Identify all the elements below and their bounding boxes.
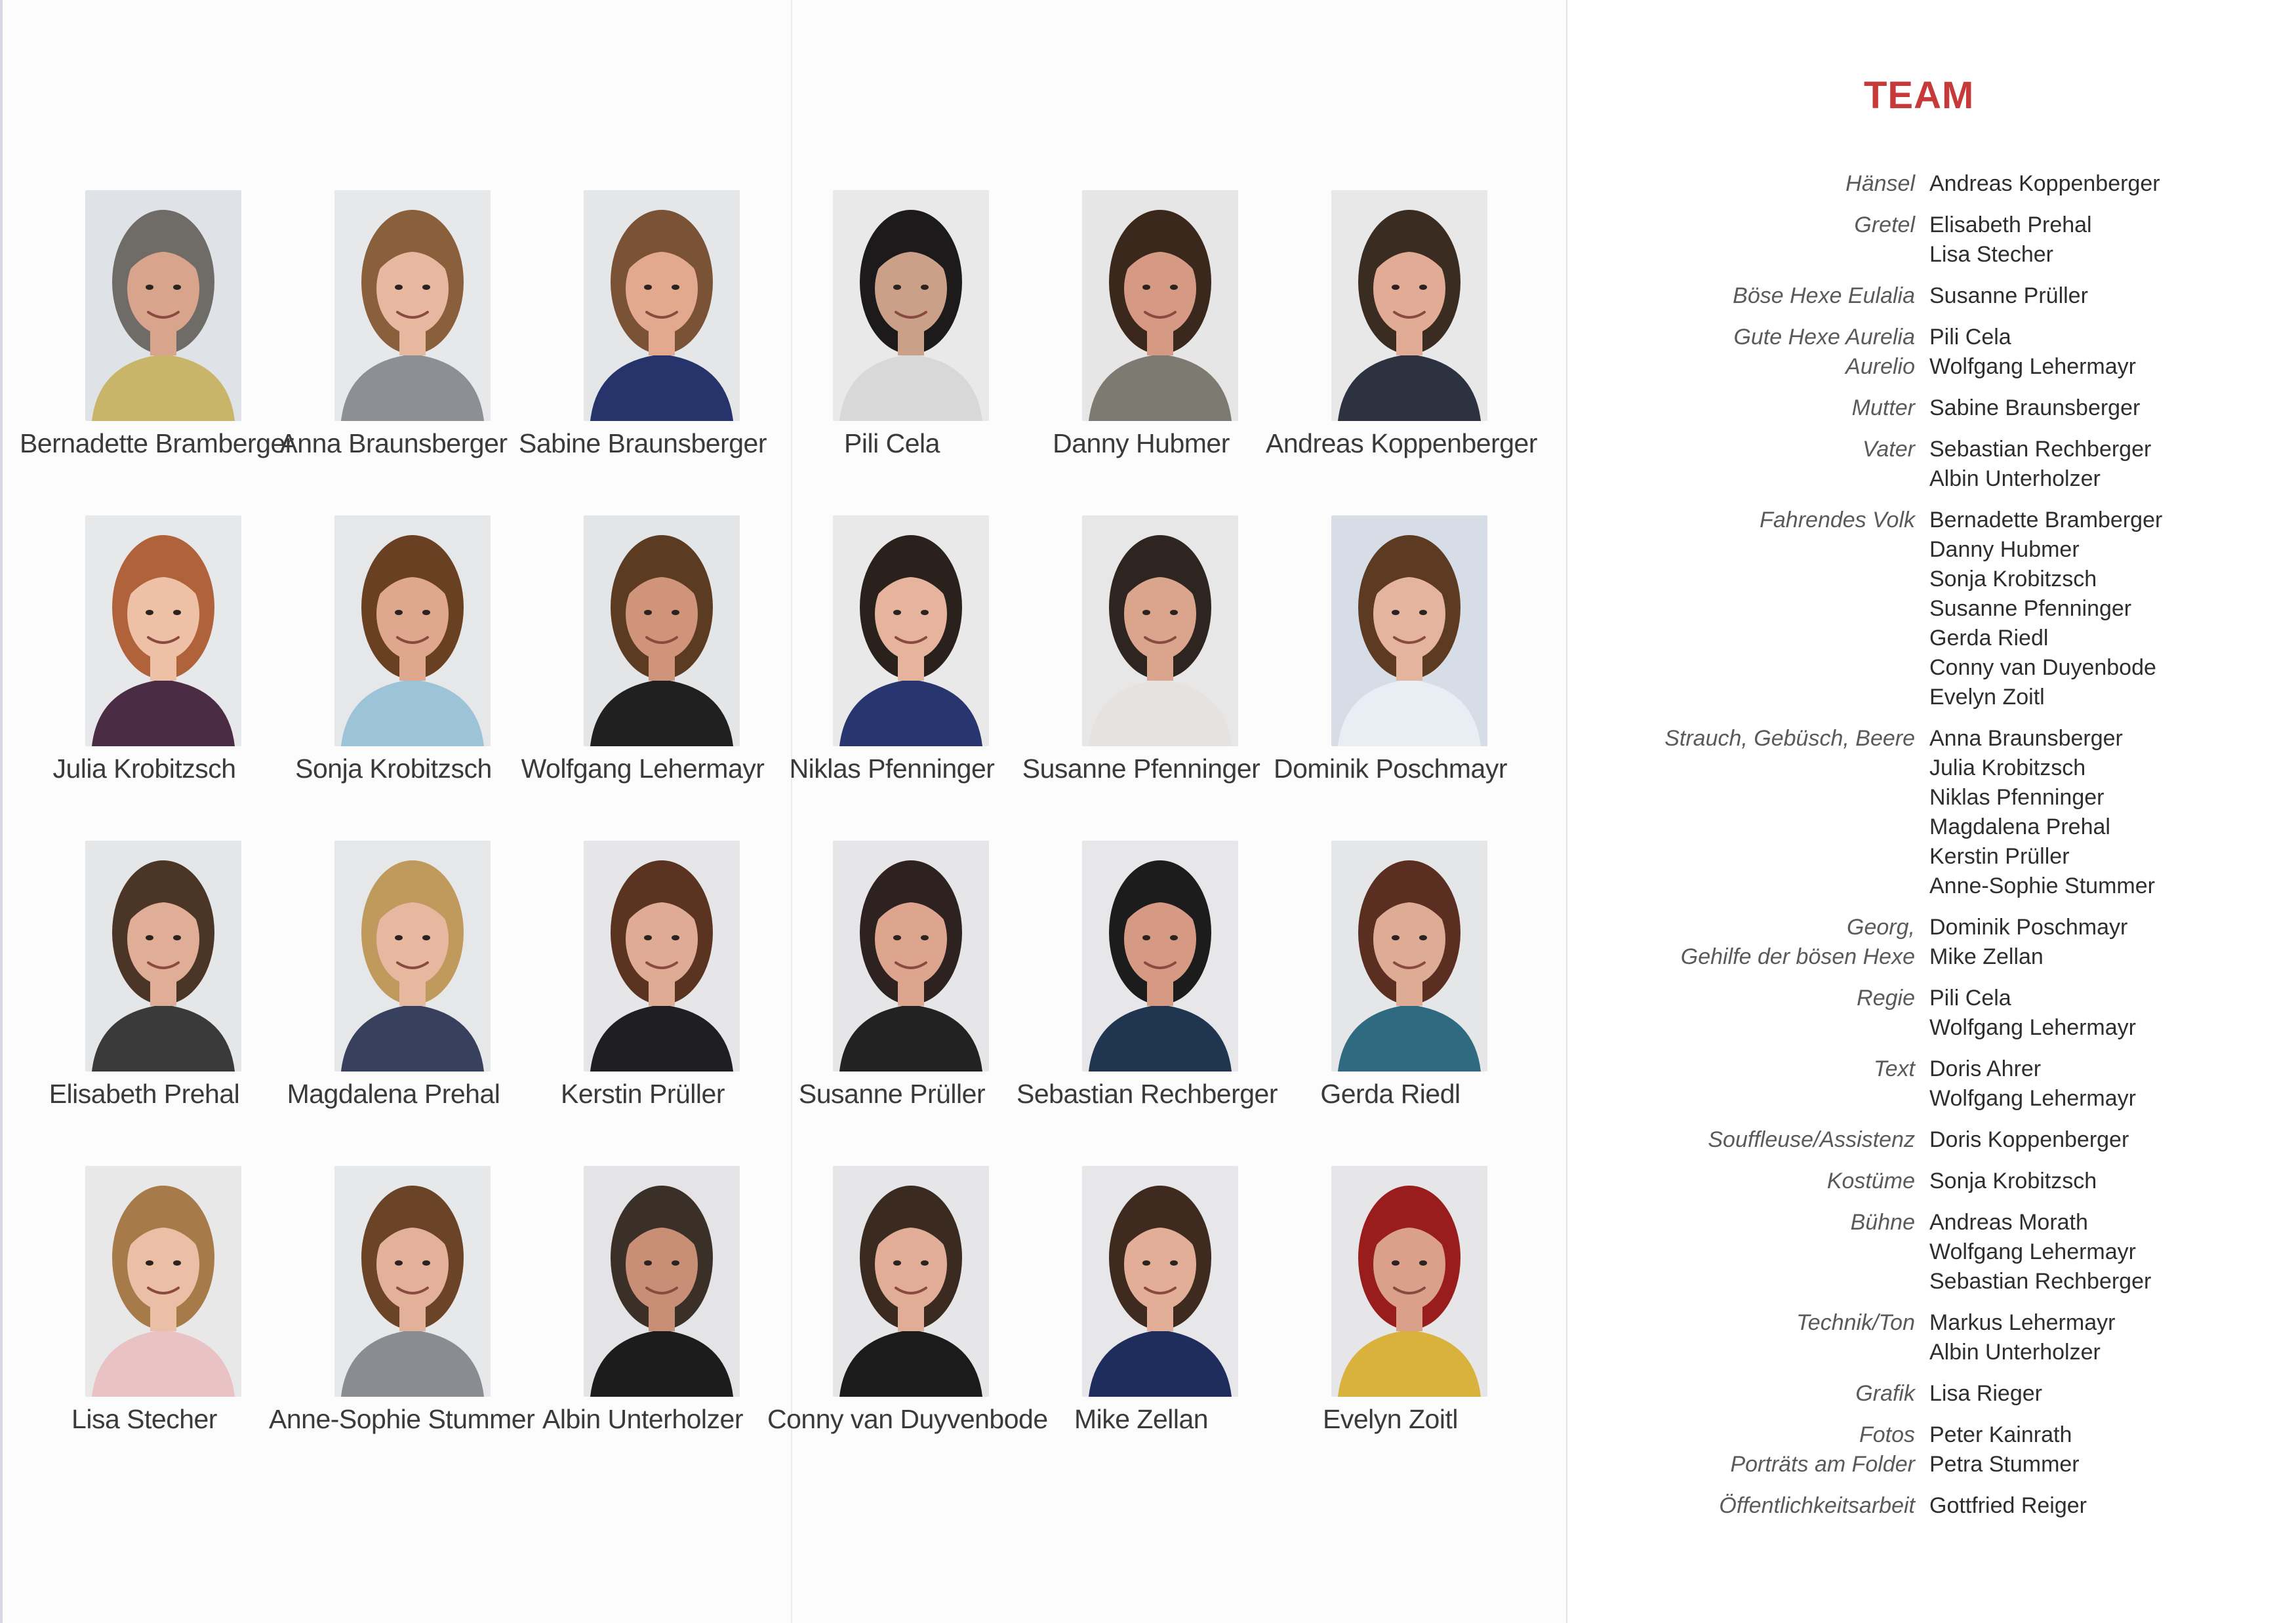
credit-name: Evelyn Zoitl xyxy=(1929,685,2045,710)
person-name: Conny van Duyvenbode xyxy=(767,1404,1048,1434)
credit-names xyxy=(1929,281,2269,311)
person-name: Susanne Pfenninger xyxy=(1022,753,1260,784)
portrait-card xyxy=(269,841,518,1166)
credit-group xyxy=(1640,724,2269,901)
portrait-card xyxy=(518,190,767,515)
portrait-photo xyxy=(833,1166,989,1397)
credit-names xyxy=(1929,1125,2269,1155)
credit-name: Sabine Braunsberger xyxy=(1929,395,2141,420)
credit-name: Pili Cela xyxy=(1929,325,2011,350)
credit-group xyxy=(1640,1420,2269,1479)
credit-names xyxy=(1929,169,2269,199)
credit-name: Doris Ahrer xyxy=(1929,1056,2042,1081)
person-name: Andreas Koppenberger xyxy=(1266,428,1537,458)
person-name: Evelyn Zoitl xyxy=(1323,1404,1458,1434)
credit-roles xyxy=(1640,435,1929,494)
credit-name: Pili Cela xyxy=(1929,986,2011,1011)
portrait-card xyxy=(20,841,269,1166)
credit-name: Lisa Rieger xyxy=(1929,1381,2042,1406)
portrait-card xyxy=(1266,515,1515,841)
credit-roles xyxy=(1640,393,1929,423)
credit-group xyxy=(1640,1208,2269,1296)
person-name: Elisabeth Prehal xyxy=(49,1079,240,1109)
person-name: Dominik Poschmayr xyxy=(1273,753,1508,784)
credit-role: Bühne xyxy=(1850,1210,1915,1235)
credit-role: Böse Hexe Eulalia xyxy=(1733,283,1915,308)
credit-roles xyxy=(1640,1125,1929,1155)
credit-name: Andreas Morath xyxy=(1929,1210,2088,1235)
portrait-card xyxy=(767,190,1017,515)
portrait-card xyxy=(767,515,1017,841)
person-name: Kerstin Prüller xyxy=(561,1079,725,1109)
credit-roles xyxy=(1640,281,1929,311)
credit-role: Gretel xyxy=(1854,212,1915,237)
portrait-card xyxy=(767,1166,1048,1491)
credit-group xyxy=(1640,1491,2269,1521)
credit-name: Anne-Sophie Stummer xyxy=(1929,873,2155,898)
credit-roles xyxy=(1640,1054,1929,1113)
credit-names xyxy=(1929,210,2269,270)
credit-role: Grafik xyxy=(1855,1381,1915,1406)
credit-group xyxy=(1640,393,2269,423)
credit-names xyxy=(1929,1054,2269,1113)
portrait-card xyxy=(767,841,1017,1166)
team-heading: TEAM xyxy=(1864,74,1975,117)
portrait-photo xyxy=(334,515,491,746)
credit-names xyxy=(1929,435,2269,494)
portrait-photo xyxy=(85,190,241,421)
portrait-photo xyxy=(584,841,740,1072)
credit-name: Niklas Pfenninger xyxy=(1929,785,2105,810)
portrait-photo xyxy=(584,515,740,746)
credit-name: Susanne Pfenninger xyxy=(1929,596,2132,621)
credit-name: Sebastian Rechberger xyxy=(1929,1269,2152,1294)
credit-name: Julia Krobitzsch xyxy=(1929,755,2086,780)
credit-group xyxy=(1640,210,2269,270)
credit-roles xyxy=(1640,323,1929,382)
portrait-photo xyxy=(833,841,989,1072)
page-edge xyxy=(0,0,3,1623)
portrait-card xyxy=(20,515,269,841)
credit-role: Text xyxy=(1873,1056,1915,1081)
person-name: Julia Krobitzsch xyxy=(52,753,236,784)
credit-role: Aurelio xyxy=(1845,354,1915,379)
credit-names xyxy=(1929,1491,2269,1521)
credit-role: Porträts am Folder xyxy=(1730,1452,1915,1477)
credit-name: Lisa Stecher xyxy=(1929,242,2053,267)
credit-group xyxy=(1640,1308,2269,1367)
portrait-photo xyxy=(85,515,241,746)
portrait-card xyxy=(518,1166,767,1491)
credit-role: Gehilfe der bösen Hexe xyxy=(1680,944,1915,969)
portrait-photo xyxy=(334,190,491,421)
credit-role: Gute Hexe Aurelia xyxy=(1733,325,1915,350)
credit-role: Regie xyxy=(1857,986,1915,1011)
credit-group xyxy=(1640,281,2269,311)
credit-roles xyxy=(1640,1420,1929,1479)
credit-role: Kostüme xyxy=(1826,1169,1915,1193)
person-name: Anna Braunsberger xyxy=(279,428,508,458)
credit-name: Peter Kainrath xyxy=(1929,1422,2072,1447)
credit-name: Gottfried Reiger xyxy=(1929,1493,2087,1518)
portrait-card xyxy=(20,1166,269,1491)
portrait-card xyxy=(269,515,518,841)
credit-names xyxy=(1929,1379,2269,1409)
credit-roles xyxy=(1640,1379,1929,1409)
credit-names xyxy=(1929,1308,2269,1367)
portrait-photo xyxy=(1082,190,1238,421)
portrait-photo xyxy=(584,190,740,421)
credit-name: Danny Hubmer xyxy=(1929,537,2080,562)
person-name: Anne-Sophie Stummer xyxy=(269,1404,535,1434)
person-name: Gerda Riedl xyxy=(1320,1079,1460,1109)
credit-role: Strauch, Gebüsch, Beere xyxy=(1664,726,1915,751)
credit-name: Petra Stummer xyxy=(1929,1452,2080,1477)
portrait-card xyxy=(1266,1166,1515,1491)
portrait-photo xyxy=(1331,841,1487,1072)
credit-name: Wolfgang Lehermayr xyxy=(1929,1086,2136,1111)
portrait-photo xyxy=(833,515,989,746)
credit-group xyxy=(1640,1167,2269,1196)
credit-group xyxy=(1640,913,2269,972)
credit-name: Doris Koppenberger xyxy=(1929,1127,2129,1152)
portrait-card xyxy=(1266,841,1515,1166)
credit-roles xyxy=(1640,1208,1929,1296)
credit-name: Kerstin Prüller xyxy=(1929,844,2070,869)
portrait-card xyxy=(20,190,294,515)
credit-roles xyxy=(1640,1167,1929,1196)
person-name: Pili Cela xyxy=(844,428,940,458)
portrait-photo xyxy=(584,1166,740,1397)
person-name: Sonja Krobitzsch xyxy=(295,753,492,784)
portrait-photo xyxy=(1082,515,1238,746)
credit-roles xyxy=(1640,913,1929,972)
credit-role: Georg, xyxy=(1847,915,1915,940)
credit-names xyxy=(1929,724,2269,901)
person-name: Sebastian Rechberger xyxy=(1017,1079,1278,1109)
portrait-card xyxy=(1266,190,1537,515)
portrait-photo xyxy=(334,1166,491,1397)
credit-role: Technik/Ton xyxy=(1796,1310,1915,1335)
portrait-photo xyxy=(833,190,989,421)
credit-name: Markus Lehermayr xyxy=(1929,1310,2116,1335)
credit-role: Fahrendes Volk xyxy=(1760,508,1915,532)
credit-name: Magdalena Prehal xyxy=(1929,814,2110,839)
credit-group xyxy=(1640,435,2269,494)
credit-name: Wolfgang Lehermayr xyxy=(1929,1015,2136,1040)
credit-name: Albin Unterholzer xyxy=(1929,1340,2101,1365)
credit-names xyxy=(1929,1167,2269,1196)
credit-group xyxy=(1640,323,2269,382)
credit-role: Fotos xyxy=(1859,1422,1915,1447)
credit-role: Mutter xyxy=(1851,395,1915,420)
credit-name: Elisabeth Prehal xyxy=(1929,212,2092,237)
credit-name: Sebastian Rechberger xyxy=(1929,437,2152,462)
credit-name: Dominik Poschmayr xyxy=(1929,915,2128,940)
credit-name: Andreas Koppenberger xyxy=(1929,171,2160,196)
credit-names xyxy=(1929,393,2269,423)
credit-role: Souffleuse/Assistenz xyxy=(1708,1127,1915,1152)
credit-group xyxy=(1640,1379,2269,1409)
credit-names xyxy=(1929,323,2269,382)
portrait-photo xyxy=(1082,1166,1238,1397)
credit-name: Susanne Prüller xyxy=(1929,283,2088,308)
credit-name: Bernadette Bramberger xyxy=(1929,508,2163,532)
credit-group xyxy=(1640,1054,2269,1113)
credit-name: Anna Braunsberger xyxy=(1929,726,2123,751)
portrait-photo xyxy=(1331,1166,1487,1397)
portrait-photo xyxy=(85,1166,241,1397)
portrait-card xyxy=(269,1166,535,1491)
person-name: Susanne Prüller xyxy=(798,1079,986,1109)
credit-name: Albin Unterholzer xyxy=(1929,466,2101,491)
portrait-photo xyxy=(85,841,241,1072)
portrait-card xyxy=(1017,1166,1266,1491)
credit-role: Hänsel xyxy=(1845,171,1915,196)
credit-group xyxy=(1640,984,2269,1043)
credit-roles xyxy=(1640,724,1929,901)
credit-group xyxy=(1640,169,2269,199)
credits-list xyxy=(1640,169,2269,1533)
person-name: Danny Hubmer xyxy=(1053,428,1230,458)
credit-names xyxy=(1929,913,2269,972)
person-name: Magdalena Prehal xyxy=(287,1079,500,1109)
person-name: Albin Unterholzer xyxy=(542,1404,743,1434)
portrait-card xyxy=(1017,841,1278,1166)
portrait-grid xyxy=(20,190,1554,1469)
credit-name: Sonja Krobitzsch xyxy=(1929,567,2097,591)
portrait-photo xyxy=(334,841,491,1072)
credit-roles xyxy=(1640,1491,1929,1521)
person-name: Niklas Pfenninger xyxy=(789,753,995,784)
portrait-card xyxy=(1017,515,1266,841)
credit-roles xyxy=(1640,210,1929,270)
portrait-photo xyxy=(1331,515,1487,746)
credit-name: Sonja Krobitzsch xyxy=(1929,1169,2097,1193)
portrait-photo xyxy=(1082,841,1238,1072)
credit-roles xyxy=(1640,506,1929,712)
credit-names xyxy=(1929,506,2269,712)
credit-name: Mike Zellan xyxy=(1929,944,2044,969)
person-name: Sabine Braunsberger xyxy=(519,428,767,458)
credit-group xyxy=(1640,1125,2269,1155)
credit-name: Wolfgang Lehermayr xyxy=(1929,354,2136,379)
portrait-card xyxy=(518,515,767,841)
credit-role: Vater xyxy=(1862,437,1915,462)
credit-roles xyxy=(1640,984,1929,1043)
credit-name: Wolfgang Lehermayr xyxy=(1929,1239,2136,1264)
portrait-card xyxy=(518,841,767,1166)
person-name: Mike Zellan xyxy=(1074,1404,1209,1434)
person-name: Wolfgang Lehermayr xyxy=(521,753,765,784)
page-fold xyxy=(1566,0,1567,1623)
credit-names xyxy=(1929,1420,2269,1479)
person-name: Lisa Stecher xyxy=(71,1404,217,1434)
credit-role: Öffentlichkeitsarbeit xyxy=(1719,1493,1915,1518)
credit-group xyxy=(1640,506,2269,712)
person-name: Bernadette Bramberger xyxy=(20,428,294,458)
credit-roles xyxy=(1640,1308,1929,1367)
credit-name: Gerda Riedl xyxy=(1929,626,2049,651)
credit-names xyxy=(1929,984,2269,1043)
portrait-card xyxy=(269,190,518,515)
credit-names xyxy=(1929,1208,2269,1296)
portrait-card xyxy=(1017,190,1266,515)
portrait-photo xyxy=(1331,190,1487,421)
credit-roles xyxy=(1640,169,1929,199)
credit-name: Conny van Duyenbode xyxy=(1929,655,2156,680)
